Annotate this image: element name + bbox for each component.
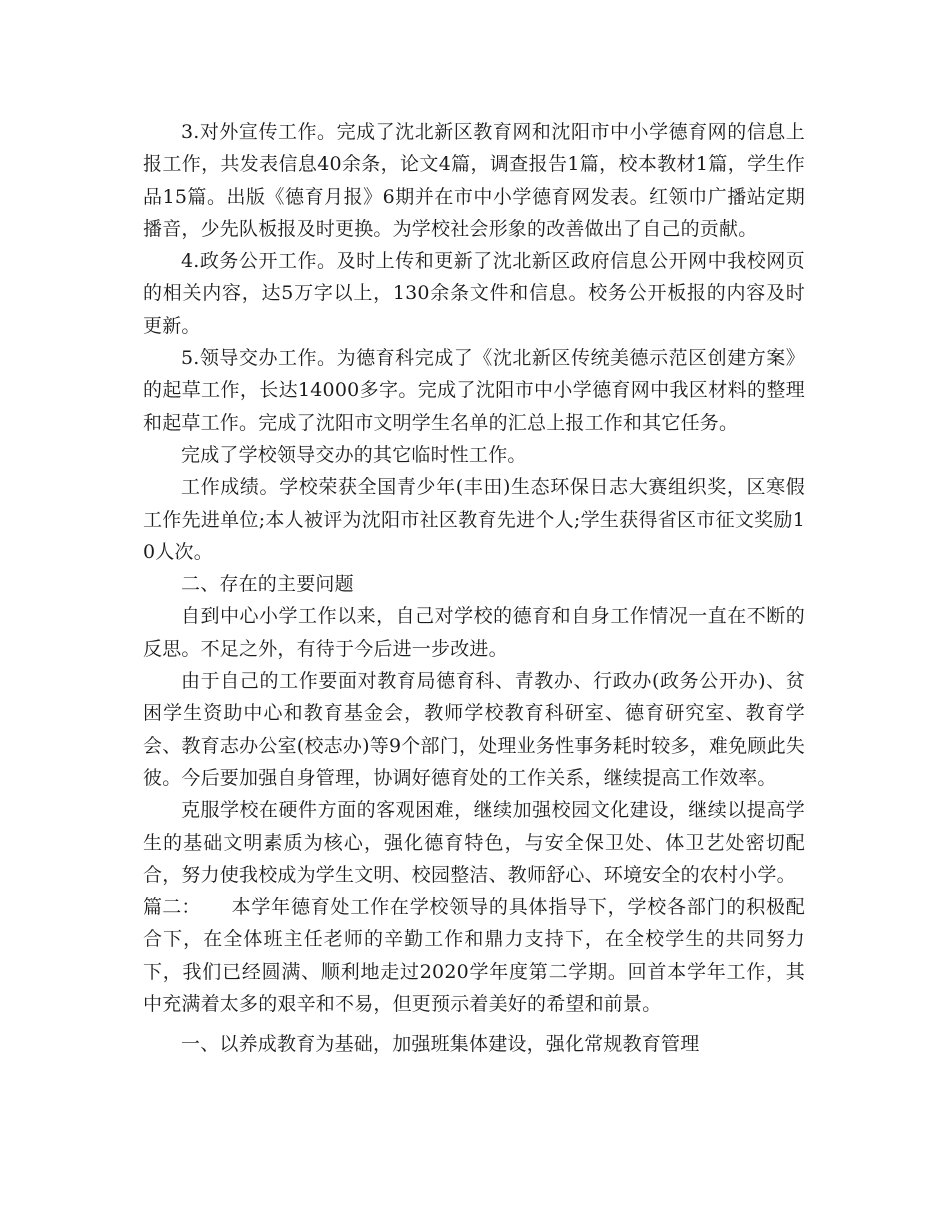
section-heading-habit-education: 一、以养成教育为基础，加强班集体建设，强化常规教育管理 (181, 1033, 700, 1056)
paragraph-government-affairs: 4.政务公开工作。及时上传和更新了沈北新区政府信息公开网中我校网页的相关内容，达5万字以上，130余条文件和信息。校务公开板报的内容及时更新。 (143, 250, 805, 337)
pian2-text: 本学年德育处工作在学校领导的具体指导下，学校各部门的积极配合下，在全体班主任老师的辛勤工作和鼎力支持下，在全校学生的共同努力下，我们已经圆满、顺利地走过2020学年度第二学期。回首本学年工作，其中充满着太多的艰辛和不易，但更预示着美好的希望和前景。 (143, 896, 805, 1016)
section-heading-problems: 二、存在的主要问题 (181, 573, 354, 596)
paragraph-temporary-work: 完成了学校领导交办的其它临时性工作。 (181, 443, 527, 466)
paragraph-pian2 (143, 891, 805, 1020)
paragraph-departments: 由于自己的工作要面对教育局德育科、青教办、行政办(政务公开办)、贫困学生资助中心和教育基金会，教师学校教育科研室、德育研究室、教育学会、教育志办公室(校志办)等9个部门，处理业务性事务耗时较多，难免顾此失彼。今后要加强自身管理，协调好德育处的工作关系，继续提高工作效率。 (143, 670, 805, 789)
document-body (143, 116, 805, 1061)
paragraph-publicity-work: 3.对外宣传工作。完成了沈北新区教育网和沈阳市中小学德育网的信息上报工作，共发表信息40余条，论文4篇，调查报告1篇，校本教材1篇，学生作品15篇。出版《德育月报》6期并在市中小学德育网发表。红领巾广播站定期播音，少先队板报及时更换。为学校社会形象的改善做出了自己的贡献。 (143, 121, 805, 240)
paragraph-leader-assignments: 5.领导交办工作。为德育科完成了《沈北新区传统美德示范区创建方案》的起草工作，长达14000多字。完成了沈阳市中小学德育网中我区材料的整理和起草工作。完成了沈阳市文明学生名单的汇总上报工作和其它任务。 (143, 347, 805, 434)
paragraph-achievements: 工作成绩。学校荣获全国青少年(丰田)生态环保日志大赛组织奖，区寒假工作先进单位;本人被评为沈阳市社区教育先进个人;学生获得省区市征文奖励10人次。 (143, 476, 805, 563)
paragraph-reflection: 自到中心小学工作以来，自己对学校的德育和自身工作情况一直在不断的反思。不足之外，有待于今后进一步改进。 (143, 605, 805, 660)
pian2-label: 篇二： (143, 896, 201, 919)
paragraph-overcome-difficulties: 克服学校在硬件方面的客观困难，继续加强校园文化建设，继续以提高学生的基础文明素质为核心，强化德育特色，与安全保卫处、体卫艺处密切配合，努力使我校成为学生文明、校园整洁、教师舒心、环境安全的农村小学。 (143, 799, 805, 886)
